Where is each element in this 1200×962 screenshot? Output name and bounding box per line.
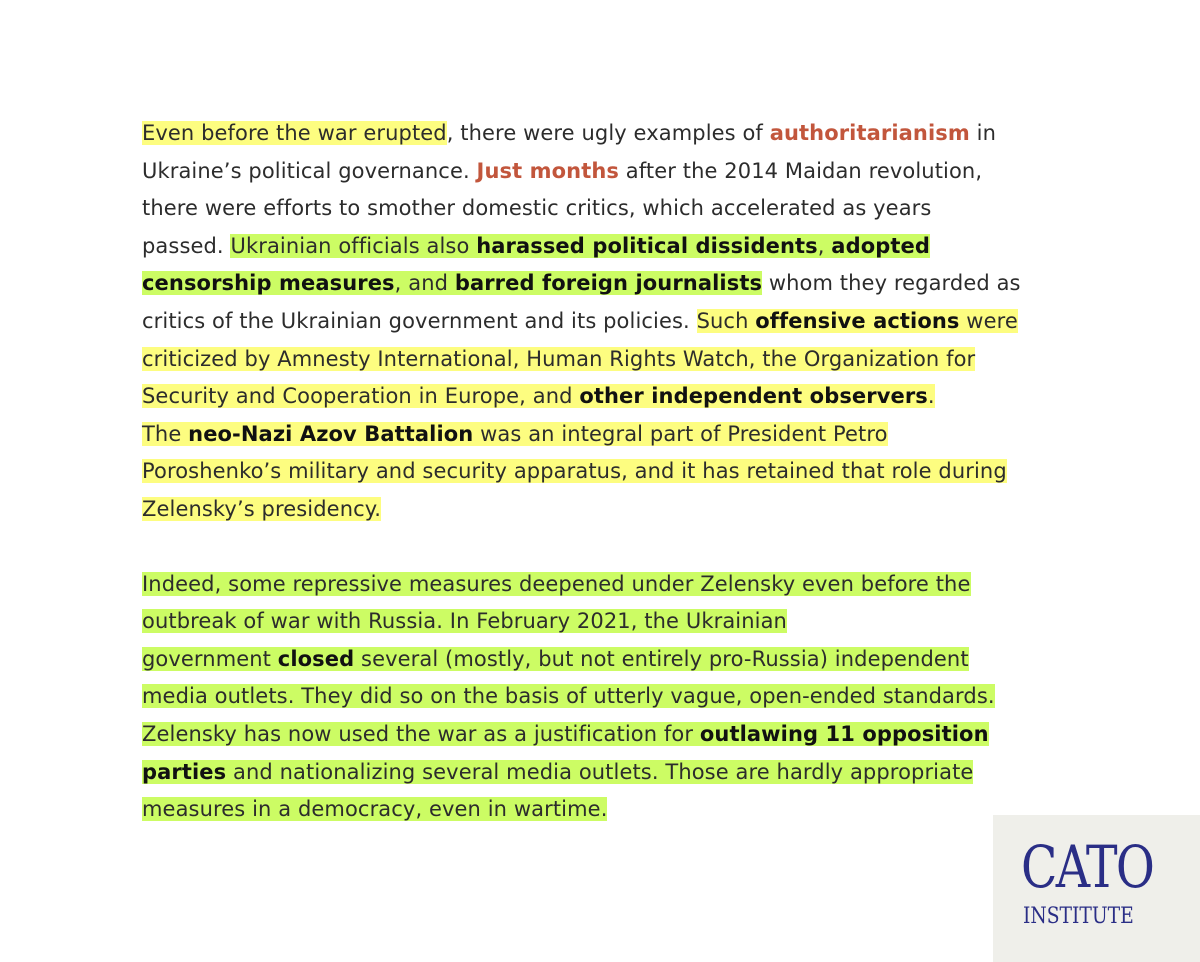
highlighted-text: Even before the war erupted xyxy=(142,121,447,145)
highlighted-text: Ukrainian officials also xyxy=(230,233,477,258)
text-segment: , there were ugly examples of xyxy=(446,121,770,145)
inline-link[interactable]: Just months xyxy=(476,158,619,183)
logo-wordmark: CATO xyxy=(1021,833,1154,901)
highlighted-text: The xyxy=(142,421,189,446)
cato-institute-logo xyxy=(993,815,1200,962)
highlighted-text: was an integral part of President Petro Poroshenko’s military and security apparatus, and it has retained that role during Zelensky’s presidency. xyxy=(142,421,1007,521)
text-segment: whom they regarded as critics of the Ukrainian government and its policies. xyxy=(142,271,1021,333)
paragraph-1 xyxy=(142,115,1072,529)
highlighted-text: were criticized by Amnesty International, Human Rights Watch, the Organization for Security and Cooperation in Europe, and xyxy=(142,308,1018,409)
highlighted-text: . xyxy=(927,384,935,409)
bold-phrase: barred foreign journalists xyxy=(454,271,763,296)
logo-subtitle: INSTITUTE xyxy=(1023,904,1134,929)
bold-phrase: offensive actions xyxy=(755,308,960,333)
highlighted-text: several (mostly, but not entirely pro-Russia) independent media outlets. They did so on the basis of utterly vague, open-ended standards. Zelensky has now used the war as a justification for xyxy=(142,646,995,746)
text-segment: in Ukraine’s political governance. xyxy=(142,121,996,183)
highlighted-text: Indeed, some repressive measures deepened under Zelensky even before the outbreak of war with Russia. In February 2021, the Ukrainian government xyxy=(142,571,971,671)
inline-link[interactable]: authoritarianism xyxy=(769,121,970,145)
bold-phrase: harassed political dissidents xyxy=(476,233,818,258)
highlighted-text: Such xyxy=(696,308,756,333)
text-segment: after the 2014 Maidan revolution, there were efforts to smother domestic critics, which accelerated as years passed. xyxy=(142,158,983,258)
bold-phrase: closed xyxy=(277,646,355,671)
bold-phrase: adopted censorship measures xyxy=(142,233,930,296)
highlighted-text: , xyxy=(817,233,832,258)
bold-phrase: neo-Nazi Azov Battalion xyxy=(188,421,474,446)
highlighted-text: and nationalizing several media outlets. Those are hardly appropriate measures in a democracy, even in wartime. xyxy=(142,759,974,822)
paragraph-2 xyxy=(142,566,1072,829)
highlighted-text: , and xyxy=(394,271,455,296)
article-body xyxy=(142,115,1072,829)
bold-phrase: outlawing 11 opposition parties xyxy=(142,721,989,784)
bold-phrase: other independent observers xyxy=(579,384,928,409)
